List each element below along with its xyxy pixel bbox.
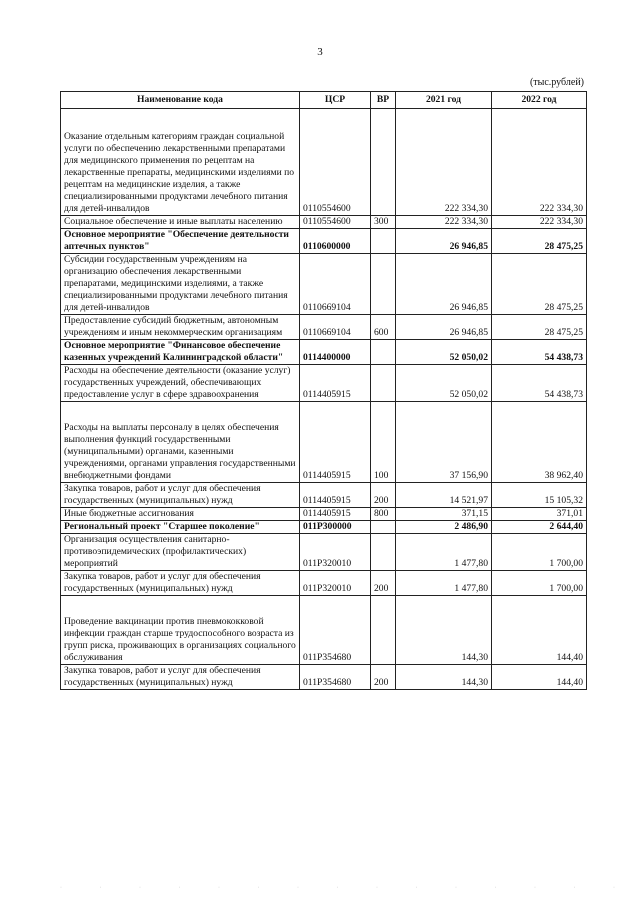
row-2021-cell: 371,15 xyxy=(396,508,492,521)
row-vr-cell xyxy=(371,340,396,365)
header-2021: 2021 год xyxy=(396,92,492,109)
scan-artifact-dots: · · · · · · · · · · · · · · · xyxy=(60,885,633,891)
header-vr: ВР xyxy=(371,92,396,109)
table-row xyxy=(61,216,587,229)
row-2021-cell: 26 946,85 xyxy=(396,315,492,340)
row-csr-cell: 0114405915 xyxy=(300,508,371,521)
row-name-cell: Основное мероприятие "Обеспечение деятельности аптечных пунктов" xyxy=(61,229,300,254)
row-name-cell: Расходы на выплаты персоналу в целях обеспечения выполнения функций государственными (муниципальными) органами, казенными учреждениями, органами управления государственными внебюджетными фондами xyxy=(61,402,300,483)
row-name-cell: Социальное обеспечение и иные выплаты населению xyxy=(61,216,300,229)
row-2021-cell: 144,30 xyxy=(396,596,492,665)
row-2022-cell: 222 334,30 xyxy=(492,216,587,229)
row-2022-cell: 222 334,30 xyxy=(492,109,587,216)
row-name-cell: Оказание отдельным категориям граждан социальной услуги по обеспечению лекарственными препаратами для медицинского применения по рецептам на лекарственные препараты, медицинскими изделиями по рецептам на медицинские изделия, а также специализированными продуктами лечебного питания для детей-инвалидов xyxy=(61,109,300,216)
row-vr-cell xyxy=(371,109,396,216)
table-row xyxy=(61,596,587,665)
row-name-cell: Субсидии государственным учреждениям на организацию обеспечения лекарственными препаратами, медицинскими изделиями, а также специализированными продуктами лечебного питания для детей-инвалидов xyxy=(61,254,300,315)
row-2022-cell: 38 962,40 xyxy=(492,402,587,483)
row-2021-cell: 37 156,90 xyxy=(396,402,492,483)
row-csr-cell: 0114405915 xyxy=(300,402,371,483)
page-number: 3 xyxy=(317,46,323,58)
row-name-cell: Предоставление субсидий бюджетным, автономным учреждениям и иным некоммерческим организациям xyxy=(61,315,300,340)
table-row xyxy=(61,483,587,508)
row-csr-cell: 011P320010 xyxy=(300,534,371,571)
row-vr-cell: 200 xyxy=(371,483,396,508)
table-body xyxy=(61,109,587,690)
table-row xyxy=(61,571,587,596)
row-vr-cell: 300 xyxy=(371,216,396,229)
row-vr-cell: 100 xyxy=(371,402,396,483)
row-2022-cell: 54 438,73 xyxy=(492,340,587,365)
row-vr-cell: 200 xyxy=(371,665,396,690)
row-2022-cell: 15 105,32 xyxy=(492,483,587,508)
row-csr-cell: 0110669104 xyxy=(300,315,371,340)
row-csr-cell: 0114405915 xyxy=(300,483,371,508)
row-2021-cell: 52 050,02 xyxy=(396,365,492,402)
table-row xyxy=(61,665,587,690)
row-csr-cell: 0110600000 xyxy=(300,229,371,254)
row-vr-cell xyxy=(371,596,396,665)
budget-table xyxy=(60,91,587,690)
table-row xyxy=(61,402,587,483)
row-name-cell: Региональный проект "Старшее поколение" xyxy=(61,521,300,534)
header-2022: 2022 год xyxy=(492,92,587,109)
row-2021-cell: 1 477,80 xyxy=(396,534,492,571)
row-csr-cell: 0110554600 xyxy=(300,216,371,229)
table-row xyxy=(61,534,587,571)
row-csr-cell: 011P300000 xyxy=(300,521,371,534)
row-2022-cell: 54 438,73 xyxy=(492,365,587,402)
table-row xyxy=(61,254,587,315)
row-2022-cell: 1 700,00 xyxy=(492,571,587,596)
row-csr-cell: 0114400000 xyxy=(300,340,371,365)
table-row xyxy=(61,340,587,365)
table-row xyxy=(61,365,587,402)
row-vr-cell: 600 xyxy=(371,315,396,340)
row-2022-cell: 144,40 xyxy=(492,665,587,690)
row-2022-cell: 28 475,25 xyxy=(492,254,587,315)
row-2021-cell: 1 477,80 xyxy=(396,571,492,596)
row-2021-cell: 52 050,02 xyxy=(396,340,492,365)
row-name-cell: Закупка товаров, работ и услуг для обеспечения государственных (муниципальных) нужд xyxy=(61,571,300,596)
units-label: (тыс.рублей) xyxy=(529,77,584,88)
row-vr-cell xyxy=(371,521,396,534)
row-2021-cell: 222 334,30 xyxy=(396,109,492,216)
row-name-cell: Закупка товаров, работ и услуг для обеспечения государственных (муниципальных) нужд xyxy=(61,483,300,508)
row-2022-cell: 28 475,25 xyxy=(492,315,587,340)
row-vr-cell xyxy=(371,365,396,402)
table-row xyxy=(61,521,587,534)
row-name-cell: Закупка товаров, работ и услуг для обеспечения государственных (муниципальных) нужд xyxy=(61,665,300,690)
row-2021-cell: 26 946,85 xyxy=(396,229,492,254)
row-2021-cell: 14 521,97 xyxy=(396,483,492,508)
row-name-cell: Иные бюджетные ассигнования xyxy=(61,508,300,521)
table-header-row xyxy=(61,92,587,109)
row-csr-cell: 011P354680 xyxy=(300,596,371,665)
row-2021-cell: 222 334,30 xyxy=(396,216,492,229)
table-row xyxy=(61,109,587,216)
table-row xyxy=(61,508,587,521)
row-2022-cell: 144,40 xyxy=(492,596,587,665)
row-csr-cell: 0110669104 xyxy=(300,254,371,315)
row-name-cell: Проведение вакцинации против пневмококковой инфекции граждан старше трудоспособного возраста из групп риска, проживающих в организациях социального обслуживания xyxy=(61,596,300,665)
row-name-cell: Основное мероприятие "Финансовое обеспечение казенных учреждений Калининградской области" xyxy=(61,340,300,365)
row-2022-cell: 1 700,00 xyxy=(492,534,587,571)
row-csr-cell: 011P354680 xyxy=(300,665,371,690)
row-vr-cell xyxy=(371,254,396,315)
row-2021-cell: 26 946,85 xyxy=(396,254,492,315)
row-2022-cell: 28 475,25 xyxy=(492,229,587,254)
row-vr-cell: 200 xyxy=(371,571,396,596)
table-row xyxy=(61,229,587,254)
header-name: Наименование кода xyxy=(61,92,300,109)
row-vr-cell: 800 xyxy=(371,508,396,521)
row-2022-cell: 371,01 xyxy=(492,508,587,521)
row-vr-cell xyxy=(371,534,396,571)
row-csr-cell: 0110554600 xyxy=(300,109,371,216)
row-2021-cell: 144,30 xyxy=(396,665,492,690)
header-csr: ЦСР xyxy=(300,92,371,109)
row-csr-cell: 0114405915 xyxy=(300,365,371,402)
row-name-cell: Организация осуществления санитарно-противоэпидемических (профилактических) мероприятий xyxy=(61,534,300,571)
row-2022-cell: 2 644,40 xyxy=(492,521,587,534)
row-name-cell: Расходы на обеспечение деятельности (оказание услуг) государственных учреждений, обеспечивающих предоставление услуг в сфере здравоохранения xyxy=(61,365,300,402)
table-row xyxy=(61,315,587,340)
row-2021-cell: 2 486,90 xyxy=(396,521,492,534)
row-vr-cell xyxy=(371,229,396,254)
row-csr-cell: 011P320010 xyxy=(300,571,371,596)
